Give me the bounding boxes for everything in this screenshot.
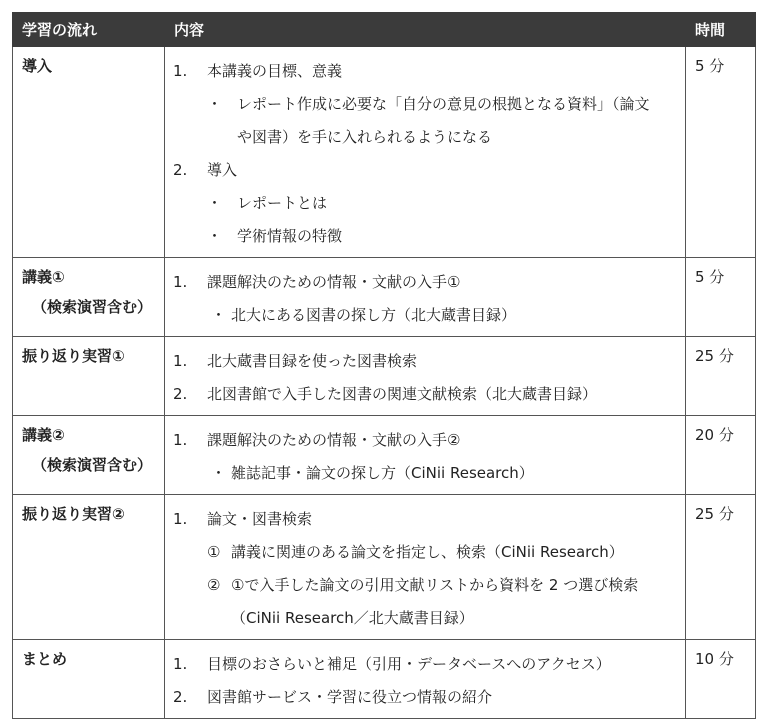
time-cell: 10 分 bbox=[686, 640, 756, 719]
table-row bbox=[13, 495, 756, 640]
item-text: 北大蔵書目録を使った図書検索 bbox=[207, 352, 418, 370]
time-cell: 5 分 bbox=[686, 47, 756, 258]
stage-label: 講義② bbox=[22, 426, 65, 444]
item-text: 北図書館で入手した図書の関連文献検索（北大蔵書目録） bbox=[207, 385, 598, 403]
item-text: 雑誌記事・論文の探し方（CiNii Research） bbox=[231, 464, 534, 482]
content-cell bbox=[165, 47, 686, 258]
circled-number: ② bbox=[207, 576, 221, 594]
bullet: ・ bbox=[207, 227, 223, 245]
stage-label: 振り返り実習① bbox=[22, 347, 125, 365]
time-cell: 20 分 bbox=[686, 416, 756, 495]
content-cell bbox=[165, 337, 686, 416]
item-number: 1. bbox=[173, 62, 188, 80]
item-text: 講義に関連のある論文を指定し、検索（CiNii Research） bbox=[231, 543, 624, 561]
header-stage: 学習の流れ bbox=[13, 13, 165, 47]
item-text: 学術情報の特徴 bbox=[237, 227, 343, 245]
header-time: 時間 bbox=[686, 13, 756, 47]
table-row bbox=[13, 337, 756, 416]
item-number: 2. bbox=[173, 161, 188, 179]
item-text: 導入 bbox=[207, 161, 238, 179]
stage-cell bbox=[13, 337, 165, 416]
item-number: 2. bbox=[173, 688, 188, 706]
item-number: 1. bbox=[173, 655, 188, 673]
stage-cell bbox=[13, 47, 165, 258]
stage-cell bbox=[13, 495, 165, 640]
stage-cell bbox=[13, 416, 165, 495]
stage-sublabel: （検索演習含む） bbox=[32, 298, 153, 316]
content-cell bbox=[165, 416, 686, 495]
table-row bbox=[13, 416, 756, 495]
stage-label: 導入 bbox=[22, 57, 53, 75]
bullet: ・ bbox=[211, 464, 227, 482]
circled-number: ① bbox=[207, 543, 221, 561]
item-text: 北大にある図書の探し方（北大蔵書目録） bbox=[231, 306, 517, 324]
item-number: 1. bbox=[173, 273, 188, 291]
item-text: ①で入手した論文の引用文献リストから資料を 2 つ選び検索（CiNii Research／北大蔵書目録） bbox=[231, 576, 639, 627]
item-number: 1. bbox=[173, 352, 188, 370]
table-row bbox=[13, 640, 756, 719]
stage-sublabel: （検索演習含む） bbox=[32, 456, 153, 474]
item-text: 本講義の目標、意義 bbox=[207, 62, 343, 80]
bullet: ・ bbox=[211, 306, 227, 324]
item-text: 課題解決のための情報・文献の入手② bbox=[207, 431, 461, 449]
stage-label: 講義① bbox=[22, 268, 65, 286]
bullet: ・ bbox=[207, 194, 223, 212]
item-text: 課題解決のための情報・文献の入手① bbox=[207, 273, 461, 291]
header-row bbox=[13, 13, 756, 47]
stage-cell bbox=[13, 640, 165, 719]
item-text: 図書館サービス・学習に役立つ情報の紹介 bbox=[207, 688, 493, 706]
lesson-plan-table bbox=[12, 12, 756, 719]
header-content: 内容 bbox=[165, 13, 686, 47]
item-number: 1. bbox=[173, 510, 188, 528]
item-number: 2. bbox=[173, 385, 188, 403]
item-text: レポート作成に必要な「自分の意見の根拠となる資料」（論文や図書）を手に入れられるようになる bbox=[237, 95, 650, 146]
item-text: 論文・図書検索 bbox=[207, 510, 313, 528]
time-cell: 5 分 bbox=[686, 258, 756, 337]
item-text: レポートとは bbox=[237, 194, 328, 212]
table-row bbox=[13, 258, 756, 337]
bullet: ・ bbox=[207, 95, 223, 113]
time-cell: 25 分 bbox=[686, 337, 756, 416]
item-number: 1. bbox=[173, 431, 188, 449]
stage-label: まとめ bbox=[22, 650, 68, 668]
stage-cell bbox=[13, 258, 165, 337]
content-cell bbox=[165, 258, 686, 337]
content-cell bbox=[165, 640, 686, 719]
table-row bbox=[13, 47, 756, 258]
time-cell: 25 分 bbox=[686, 495, 756, 640]
content-cell bbox=[165, 495, 686, 640]
stage-label: 振り返り実習② bbox=[22, 505, 125, 523]
item-text: 目標のおさらいと補足（引用・データベースへのアクセス） bbox=[207, 655, 611, 673]
